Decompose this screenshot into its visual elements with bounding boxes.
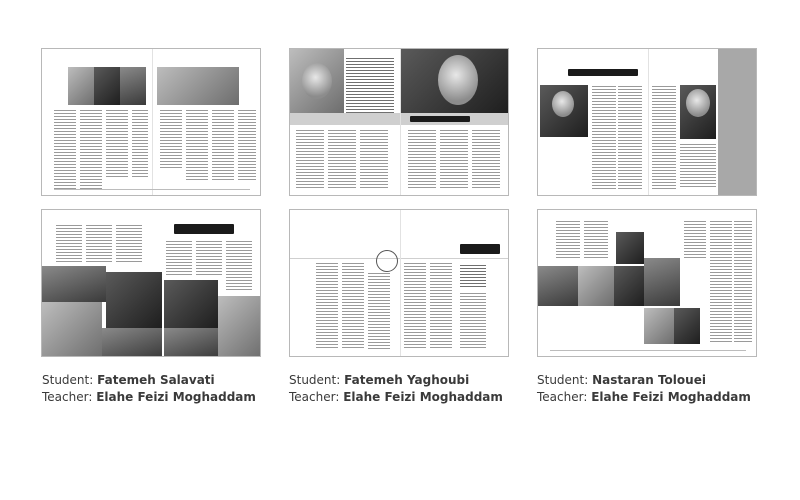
student-label: Student:	[537, 373, 593, 387]
student-label: Student:	[42, 373, 98, 387]
emblem-icon	[376, 250, 398, 272]
text-column	[684, 220, 706, 260]
page-fold	[648, 49, 649, 195]
text-column	[116, 224, 142, 264]
student-name: Fatemeh Salavati	[97, 373, 215, 387]
caption-3	[537, 372, 751, 406]
spread-photo	[102, 328, 162, 357]
headline	[568, 69, 638, 76]
spread-photo	[42, 302, 102, 357]
spread-photo	[218, 296, 261, 357]
text-column	[472, 129, 500, 189]
headline	[460, 244, 500, 254]
text-column	[460, 292, 486, 350]
spread-photo	[68, 67, 94, 105]
magazine-spread-4	[41, 209, 261, 357]
portrait-photo	[302, 63, 332, 99]
text-column	[186, 109, 208, 181]
text-column	[80, 109, 102, 189]
text-column	[460, 264, 486, 288]
spread-photo	[164, 328, 218, 357]
portrait-photo	[438, 55, 478, 105]
student-line	[289, 372, 503, 389]
student-line	[42, 372, 256, 389]
spread-photo	[157, 67, 239, 105]
magazine-spread-5	[289, 209, 509, 357]
spread-photo	[674, 308, 700, 344]
text-column	[584, 220, 608, 260]
spread-photo	[644, 258, 680, 306]
spread-photo	[616, 232, 644, 264]
headline	[410, 116, 470, 122]
page-fold	[400, 210, 401, 356]
text-column	[212, 109, 234, 181]
text-column	[316, 262, 338, 350]
text-column	[196, 240, 222, 276]
text-column	[430, 262, 452, 350]
headline	[174, 224, 234, 234]
spread-photo	[644, 308, 674, 344]
text-column	[680, 143, 716, 189]
text-column	[360, 129, 388, 189]
teacher-name: Elahe Feizi Moghaddam	[96, 390, 256, 404]
spread-photo	[614, 266, 644, 306]
text-column	[342, 262, 364, 350]
text-column	[346, 57, 394, 113]
caption-2	[289, 372, 503, 406]
text-column	[618, 85, 642, 189]
spread-photo	[578, 266, 614, 306]
magazine-spread-6	[537, 209, 757, 357]
teacher-label: Teacher:	[42, 390, 97, 404]
teacher-label: Teacher:	[289, 390, 344, 404]
text-column	[132, 109, 148, 179]
text-column	[86, 224, 112, 264]
text-column	[368, 272, 390, 350]
spread-photo	[94, 67, 120, 105]
teacher-line	[289, 389, 503, 406]
spread-photo	[120, 67, 146, 105]
teacher-line	[537, 389, 751, 406]
teacher-name: Elahe Feizi Moghaddam	[343, 390, 503, 404]
teacher-name: Elahe Feizi Moghaddam	[591, 390, 751, 404]
page-footer	[54, 189, 250, 190]
student-line	[537, 372, 751, 389]
text-column	[160, 109, 182, 169]
teacher-label: Teacher:	[537, 390, 592, 404]
text-column	[408, 129, 436, 189]
page-footer	[550, 350, 746, 351]
teacher-line	[42, 389, 256, 406]
portrait-photo	[686, 89, 710, 117]
text-column	[710, 220, 732, 344]
text-column	[440, 129, 468, 189]
magazine-spread-2	[289, 48, 509, 196]
text-column	[238, 109, 256, 181]
spread-photo	[538, 266, 578, 306]
side-panel	[718, 49, 757, 196]
text-column	[328, 129, 356, 189]
text-column	[404, 262, 426, 350]
text-column	[592, 85, 616, 189]
spread-photo	[164, 280, 218, 328]
text-column	[106, 109, 128, 179]
text-column	[166, 240, 192, 276]
portrait-photo	[552, 91, 574, 117]
page-fold	[152, 49, 153, 195]
spread-photo	[106, 272, 162, 328]
magazine-spread-1	[41, 48, 261, 196]
text-column	[734, 220, 752, 344]
caption-1	[42, 372, 256, 406]
page-fold	[400, 49, 401, 195]
text-column	[226, 240, 252, 292]
text-column	[556, 220, 580, 260]
text-column	[56, 224, 82, 264]
text-column	[54, 109, 76, 189]
spread-photo	[42, 266, 106, 302]
text-column	[296, 129, 324, 189]
student-label: Student:	[289, 373, 345, 387]
student-name: Fatemeh Yaghoubi	[344, 373, 470, 387]
magazine-spread-3	[537, 48, 757, 196]
student-name: Nastaran Tolouei	[592, 373, 706, 387]
text-column	[652, 85, 676, 189]
